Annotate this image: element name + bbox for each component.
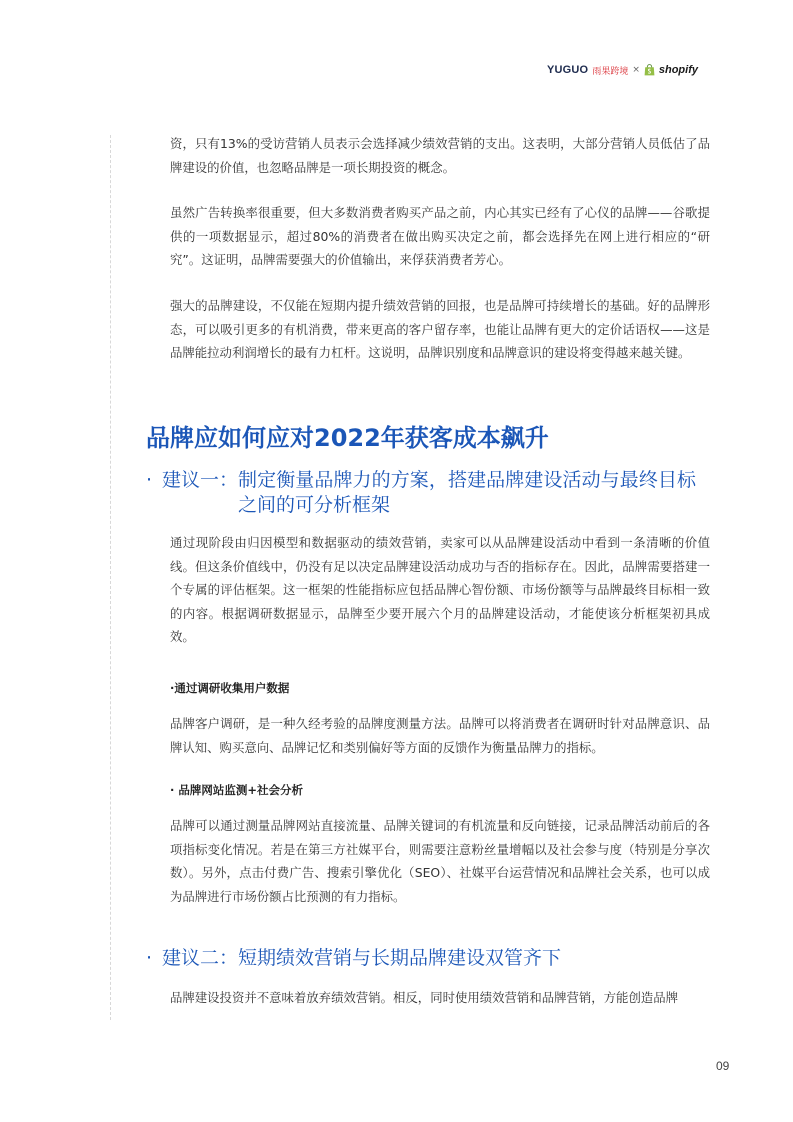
suggestion-two-heading [146,946,696,971]
shopify-logo: shopify [658,64,698,76]
paragraph-dual-strategy: 品牌建设投资并不意味着放弃绩效营销。相反，同时使用绩效营销和品牌营销，方能创造品牌 [170,990,679,1005]
paragraph-traffic-metrics: 品牌可以通过测量品牌网站直接流量、品牌关键词的有机流量和反向链接，记录品牌活动前后的各项指标变化情况。若是在第三方社媒平台，则需要注意粉丝量增幅以及社会参与度（特别是分享次数）。另外，点击付费广告、搜索引擎优化（SEO）、社媒平台运营情况和品牌社会关系，也可以成为品牌进行市场份额占比预测的有力指标。 [170,818,710,904]
paragraph-budget-conclusion: 资，只有13%的受访营销人员表示会选择减少绩效营销的支出。这表明，大部分营销人员低估了品牌建设的价值，也忽略品牌是一项长期投资的概念。 [170,136,710,175]
paragraph-customer-survey: 品牌客户调研，是一种久经考验的品牌度测量方法。品牌可以将消费者在调研时针对品牌意识、品牌认知、购买意向、品牌记忆和类别偏好等方面的反馈作为衡量品牌力的指标。 [170,716,710,755]
paragraph-consumer-research: 虽然广告转换率很重要，但大多数消费者购买产品之前，内心其实已经有了心仪的品牌——谷歌提供的一项数据显示，超过80%的消费者在做出购买决定之前，都会选择先在网上进行相应的“研究”。这证明，品牌需要强大的价值输出，来俘获消费者芳心。 [170,205,710,267]
subhead-user-research: ·通过调研收集用户数据 [170,681,290,695]
suggestion-two-body: 短期绩效营销与长期品牌建设双管齐下 [238,947,562,969]
header-logos [547,62,698,78]
logo-separator: × [632,65,640,75]
paragraph-evaluation-framework: 通过现阶段由归因模型和数据驱动的绩效营销，卖家可以从品牌建设活动中看到一条清晰的价值线。但这条价值线中，仍没有足以决定品牌建设活动成功与否的指标存在。因此，品牌需要搭建一个专属的评估框架。这一框架的性能指标应包括品牌心智份额、市场份额等与品牌最终目标相一致的内容。根据调研数据显示，品牌至少要开展六个月的品牌建设活动，才能使该分析框架初具成效。 [170,535,710,644]
page-number: 09 [716,1059,730,1073]
margin-divider [110,135,111,1020]
suggestion-one-prefix: 建议一： [162,469,239,491]
subhead-site-monitoring: · 品牌网站监测+社会分析 [170,783,304,797]
bullet-dot: · [146,947,153,969]
shopping-bag-icon [644,64,655,76]
yuguo-logo: YUGUO [546,64,589,76]
paragraph-brand-foundation: 强大的品牌建设，不仅能在短期内提升绩效营销的回报，也是品牌可持续增长的基础。好的品牌形态，可以吸引更多的有机消费，带来更高的客户留存率，也能让品牌有更大的定价话语权——这是品牌能拉动利润增长的最有力杠杆。这说明，品牌识别度和品牌意识的建设将变得越来越关键。 [170,298,710,360]
suggestion-one-body: 制定衡量品牌力的方案，搭建品牌建设活动与最终目标之间的可分析框架 [238,469,697,516]
bullet-dot: · [146,469,153,491]
suggestion-two-prefix: 建议二： [162,947,239,969]
suggestion-one-heading [146,468,696,518]
section-title: 品牌应如何应对2022年获客成本飙升 [146,424,549,452]
yuguo-logo-cn: 雨果跨境 [592,66,629,77]
